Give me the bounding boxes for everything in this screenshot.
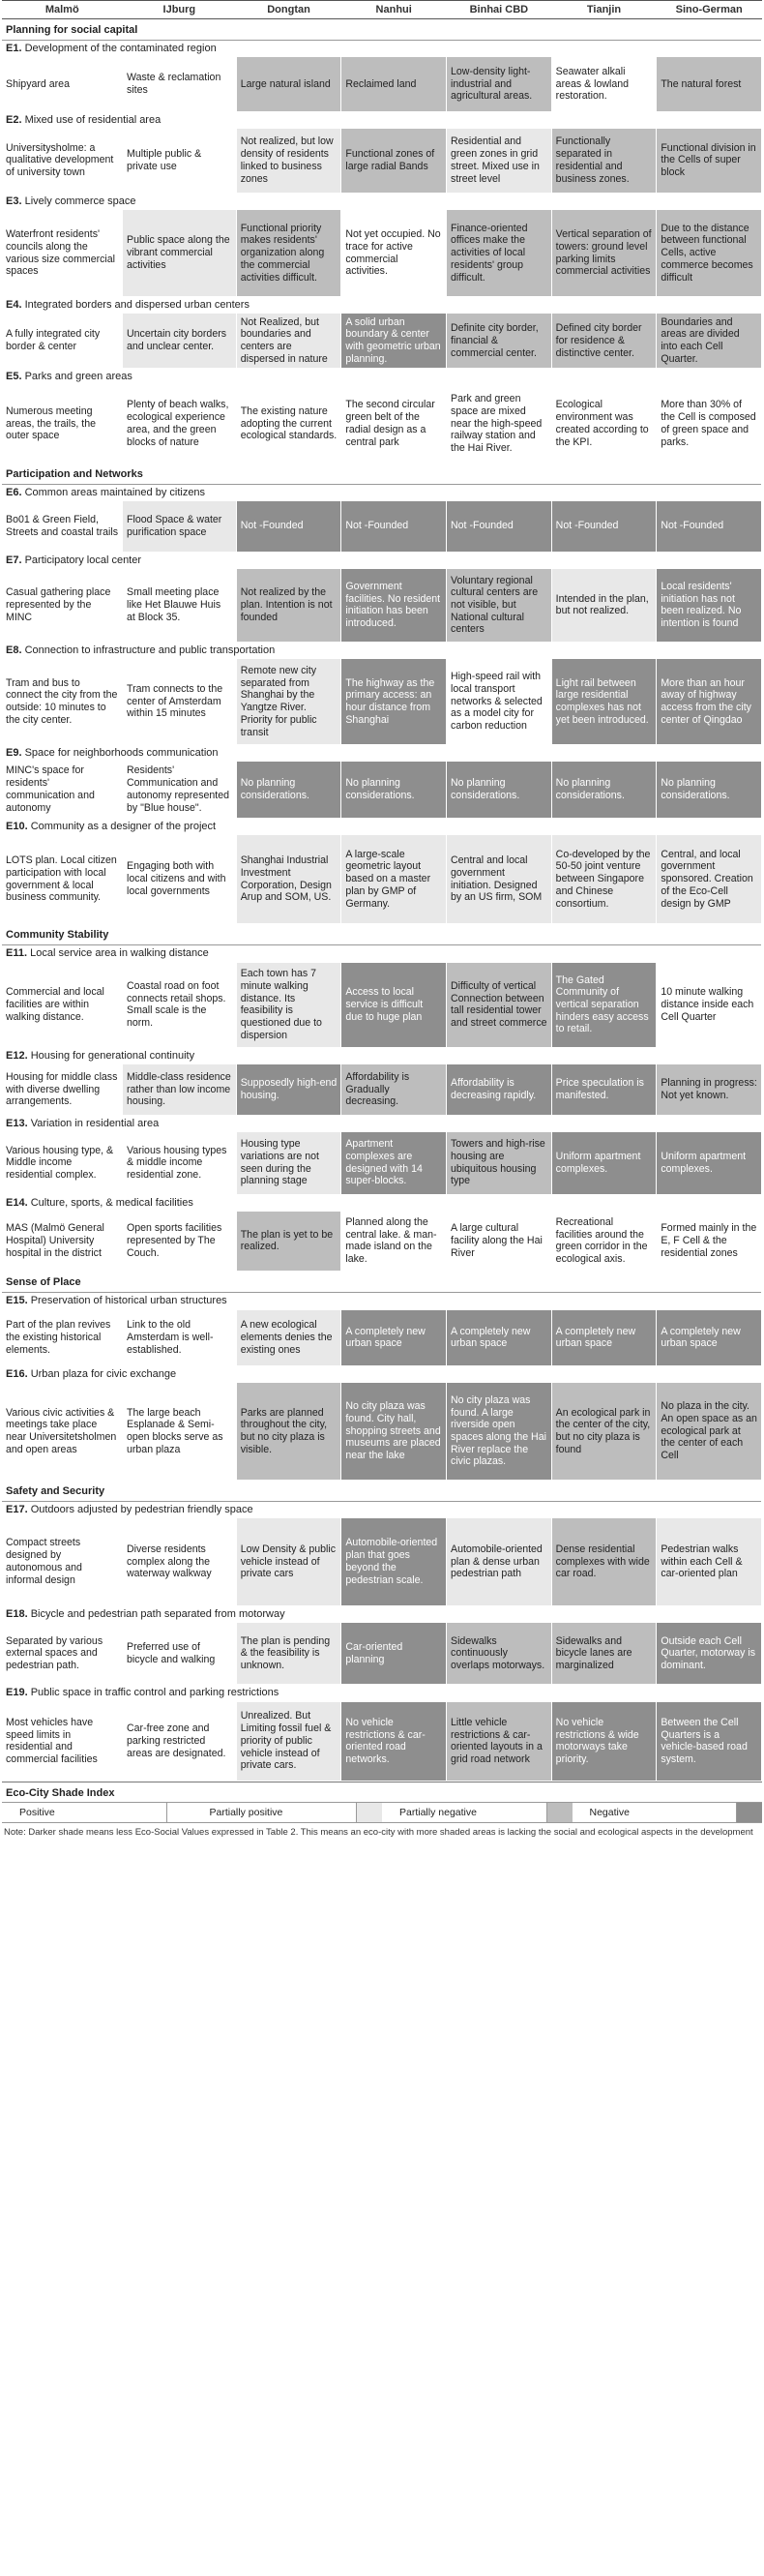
cell-ijburg: Diverse residents complex along the waterway walkway [123,1518,237,1605]
section-header-row [2,1272,762,1293]
criterion-row [2,1194,762,1212]
criterion-code: E5. [6,370,22,382]
table-row [2,1383,762,1480]
cell-sino-german: A completely new urban space [657,1310,762,1366]
column-header-dongtan: Dongtan [236,1,341,19]
cell-sino-german: Planning in progress: Not yet known. [657,1064,762,1115]
cell-binhai-cbd: Automobile-oriented plan & dense urban pedestrian path [447,1518,552,1605]
criterion-code: E19. [6,1687,28,1699]
criterion-code: E6. [6,486,22,498]
cell-dongtan: No planning considerations. [236,762,341,818]
criterion-row [2,643,762,660]
cell-dongtan: Shanghai Industrial Investment Corporation, Design Arup and SOM, US. [236,835,341,924]
table-row [2,210,762,297]
criterion-code: E14. [6,1196,28,1209]
table-body [2,19,762,1782]
cell-ijburg: Uncertain city borders and unclear center. [123,314,237,368]
section-header-row [2,1480,762,1501]
cell-binhai-cbd: Voluntary regional cultural centers are not visible, but National cultural centers [447,569,552,643]
cell-sino-german: Central, and local government sponsored. Creation of the Eco-Cell design by GMP [657,835,762,924]
cell-nanhui: Access to local service is difficult due to huge plan [341,963,447,1048]
cell-binhai-cbd: Finance-oriented offices make the activities of local residents' group difficult. [447,210,552,297]
criterion-label: Development of the contaminated region [24,43,217,55]
cell-dongtan: Functional priority makes residents' organization along the commercial activities difficult. [236,210,341,297]
shade-index-legend [2,1802,762,1823]
criterion-label: Preservation of historical urban structures [30,1295,227,1307]
section-title: Participation and Networks [2,463,762,484]
cell-ijburg: Waste & reclamation sites [123,57,237,111]
table-note: Note: Darker shade means less Eco-Social Values expressed in Table 2. This means an eco-city with more shaded areas is lacking the social and ecological aspects in the development [4,1827,753,1838]
criterion-row [2,1366,762,1384]
cell-malm-: Tram and bus to connect the city from the outside: 10 minutes to the city center. [2,659,123,744]
section-title: Community Stability [2,924,762,945]
cell-nanhui: A large-scale geometric layout based on a master plan by GMP of Germany. [341,835,447,924]
cell-ijburg: Residents' Communication and autonomy represented by "Blue house". [123,762,237,818]
legend-label: Partially positive [209,1807,283,1818]
criterion-title [2,41,762,58]
criterion-label: Bicycle and pedestrian path separated from motorway [30,1607,285,1620]
criterion-title [2,297,762,315]
criterion-label: Housing for generational continuity [30,1050,195,1063]
criterion-title [2,744,762,762]
cell-tianjin: The Gated Community of vertical separation hinders easy access to retail. [551,963,657,1048]
criterion-code: E12. [6,1050,28,1063]
criterion-code: E2. [6,113,22,126]
legend-label: Positive [19,1807,55,1818]
cell-dongtan: The existing nature adopting the current ecological standards. [236,385,341,463]
cell-binhai-cbd: No city plaza was found. A large riverside open spaces along the Hai River replace the civic plazas. [447,1383,552,1480]
cell-tianjin: Price speculation is manifested. [551,1064,657,1115]
legend-label: Partially negative [399,1807,477,1818]
cell-nanhui: Reclaimed land [341,57,447,111]
cell-sino-german: The natural forest [657,57,762,111]
criterion-row [2,744,762,762]
cell-nanhui: The second circular green belt of the radial design as a central park [341,385,447,463]
criterion-row [2,1501,762,1518]
criterion-title [2,552,762,569]
legend-item [2,1803,192,1822]
criterion-title [2,1115,762,1132]
cell-ijburg: Multiple public & private use [123,129,237,193]
criterion-code: E11. [6,947,28,960]
cell-binhai-cbd: Central and local government initiation. Designed by an US firm, SOM [447,835,552,924]
table-row [2,1310,762,1366]
criterion-label: Integrated borders and dispersed urban centers [24,299,250,312]
cell-binhai-cbd: Definite city border, financial & commercial center. [447,314,552,368]
cell-tianjin: No planning considerations. [551,762,657,818]
cell-sino-german: Due to the distance between functional Cells, active commerce becomes difficult [657,210,762,297]
section-header-row [2,463,762,484]
cell-dongtan: Unrealized. But Limiting fossil fuel & priority of public vehicle instead of private cars. [236,1702,341,1782]
criterion-row [2,41,762,58]
cell-tianjin: Uniform apartment complexes. [551,1132,657,1194]
cell-tianjin: No vehicle restrictions & wide motorways take priority. [551,1702,657,1782]
criterion-row [2,484,762,501]
legend-swatch [546,1803,573,1822]
criterion-row [2,111,762,129]
comparison-table-document [2,0,762,1842]
cell-tianjin: Seawater alkali areas & lowland restoration. [551,57,657,111]
cell-binhai-cbd: Little vehicle restrictions & car-oriented layouts in a grid road network [447,1702,552,1782]
criterion-title [2,643,762,660]
cell-nanhui: Not -Founded [341,501,447,552]
table-row [2,1623,762,1685]
criterion-row [2,945,762,963]
cell-malm-: Part of the plan revives the existing historical elements. [2,1310,123,1366]
criterion-code: E7. [6,554,22,566]
column-header-row [2,1,762,19]
cell-dongtan: Not realized by the plan. Intention is not founded [236,569,341,643]
cell-nanhui: Automobile-oriented plan that goes beyond the pedestrian scale. [341,1518,447,1605]
cell-sino-german: Boundaries and areas are divided into each Cell Quarter. [657,314,762,368]
cell-tianjin: Dense residential complexes with wide car road. [551,1518,657,1605]
criterion-title [2,193,762,210]
cell-malm-: Compact streets designed by autonomous and informal design [2,1518,123,1605]
cell-dongtan: Not Realized, but boundaries and centers are dispersed in nature [236,314,341,368]
criterion-title [2,1293,762,1310]
criterion-code: E18. [6,1607,28,1620]
cell-ijburg: Car-free zone and parking restricted areas are designated. [123,1702,237,1782]
cell-sino-german: Uniform apartment complexes. [657,1132,762,1194]
cell-nanhui: Affordability is Gradually decreasing. [341,1064,447,1115]
table-row [2,762,762,818]
cell-binhai-cbd: No planning considerations. [447,762,552,818]
cell-sino-german: Formed mainly in the E, F Cell & the residential zones [657,1212,762,1272]
criterion-label: Participatory local center [24,554,142,566]
cell-nanhui: No city plaza was found. City hall, shopping streets and museums are placed near the lake [341,1383,447,1480]
cell-tianjin: Vertical separation of towers: ground level parking limits commercial activities [551,210,657,297]
criterion-title [2,1366,762,1384]
cell-ijburg: Public space along the vibrant commercial activities [123,210,237,297]
cell-malm-: Most vehicles have speed limits in residential and commercial facilities [2,1702,123,1782]
criterion-label: Public space in traffic control and parking restrictions [30,1687,279,1699]
cell-nanhui: Planned along the central lake. & man-made island on the lake. [341,1212,447,1272]
cell-nanhui: Car-oriented planning [341,1623,447,1685]
legend-item [382,1803,573,1822]
cell-sino-german: No plaza in the city. An open space as an ecological park at the center of each Cell [657,1383,762,1480]
cell-tianjin: Not -Founded [551,501,657,552]
cell-malm-: Shipyard area [2,57,123,111]
cell-nanhui: Apartment complexes are designed with 14 super-blocks. [341,1132,447,1194]
criterion-title [2,1605,762,1623]
cell-sino-german: Local residents' initiation has not been realized. No intention is found [657,569,762,643]
cell-binhai-cbd: A completely new urban space [447,1310,552,1366]
cell-sino-german: More than 30% of the Cell is composed of green space and parks. [657,385,762,463]
cell-sino-german: 10 minute walking distance inside each Cell Quarter [657,963,762,1048]
cell-ijburg: The large beach Esplanade & Semi-open blocks serve as urban plaza [123,1383,237,1480]
cell-dongtan: Not -Founded [236,501,341,552]
cell-malm-: Casual gathering place represented by the MINC [2,569,123,643]
criterion-code: E15. [6,1295,28,1307]
criterion-label: Connection to infrastructure and public transportation [24,644,276,657]
criterion-code: E1. [6,43,22,55]
criterion-row [2,368,762,385]
cell-malm-: Various civic activities & meetings take place near Universitetsholmen and open areas [2,1383,123,1480]
table-row [2,501,762,552]
cell-tianjin: Ecological environment was created according to the KPI. [551,385,657,463]
table-row [2,129,762,193]
cell-malm-: LOTS plan. Local citizen participation with local government & local business community. [2,835,123,924]
cell-dongtan: Remote new city separated from Shanghai by the Yangtze River. Priority for public transit [236,659,341,744]
cell-malm-: Waterfront residents' councils along the various size commercial spaces [2,210,123,297]
section-header-row [2,924,762,945]
cell-binhai-cbd: Sidewalks continuously overlaps motorways. [447,1623,552,1685]
cell-binhai-cbd: Towers and high-rise housing are ubiquitous housing type [447,1132,552,1194]
cell-ijburg: Engaging both with local citizens and with local governments [123,835,237,924]
criterion-code: E4. [6,299,22,312]
criterion-title [2,1194,762,1212]
legend-swatch [736,1803,762,1822]
cell-binhai-cbd: Not -Founded [447,501,552,552]
cell-sino-german: More than an hour away of highway access from the city center of Qingdao [657,659,762,744]
cell-sino-german: Pedestrian walks within each Cell & car-oriented plan [657,1518,762,1605]
cell-malm-: MAS (Malmö General Hospital) University hospital in the district [2,1212,123,1272]
section-title: Sense of Place [2,1272,762,1293]
cell-malm-: Universitysholme: a qualitative development of university town [2,129,123,193]
cell-ijburg: Middle-class residence rather than low income housing. [123,1064,237,1115]
cell-malm-: Various housing type, & Middle income residential complex. [2,1132,123,1194]
cell-malm-: Housing for middle class with diverse dwelling arrangements. [2,1064,123,1115]
criterion-code: E3. [6,195,22,207]
criterion-code: E8. [6,644,22,657]
cell-sino-german: Between the Cell Quarters is a vehicle-based road system. [657,1702,762,1782]
criterion-label: Culture, sports, & medical facilities [30,1196,193,1209]
criterion-code: E9. [6,746,22,759]
cell-sino-german: No planning considerations. [657,762,762,818]
column-header-malm-: Malmö [2,1,123,19]
table-row [2,57,762,111]
cell-ijburg: Link to the old Amsterdam is well-established. [123,1310,237,1366]
cell-binhai-cbd: Residential and green zones in grid street. Mixed use in street level [447,129,552,193]
criterion-row [2,552,762,569]
criterion-title [2,1685,762,1702]
criterion-title [2,1501,762,1518]
criterion-row [2,1293,762,1310]
criterion-row [2,1685,762,1702]
cell-nanhui: The highway as the primary access: an hour distance from Shanghai [341,659,447,744]
cell-binhai-cbd: Difficulty of vertical Connection between tall residential tower and street commerce [447,963,552,1048]
cell-tianjin: Functionally separated in residential and business zones. [551,129,657,193]
column-header-tianjin: Tianjin [551,1,657,19]
criterion-code: E10. [6,820,28,832]
criterion-label: Space for neighborhoods communication [24,746,219,759]
criterion-label: Mixed use of residential area [24,113,162,126]
cell-dongtan: Low Density & public vehicle instead of private cars [236,1518,341,1605]
cell-ijburg: Flood Space & water purification space [123,501,237,552]
cell-dongtan: The plan is yet to be realized. [236,1212,341,1272]
table-row [2,1702,762,1782]
criterion-row [2,297,762,315]
cell-dongtan: The plan is pending & the feasibility is unknown. [236,1623,341,1685]
cell-ijburg: Tram connects to the center of Amsterdam within 15 minutes [123,659,237,744]
cell-malm-: Commercial and local facilities are within walking distance. [2,963,123,1048]
cell-dongtan: Large natural island [236,57,341,111]
column-header-binhai-cbd: Binhai CBD [447,1,552,19]
criterion-code: E16. [6,1368,28,1381]
criterion-title [2,818,762,835]
criterion-title [2,1048,762,1065]
cell-binhai-cbd: High-speed rail with local transport networks & selected as a model city for carbon reduction [447,659,552,744]
cell-binhai-cbd: Affordability is decreasing rapidly. [447,1064,552,1115]
cell-ijburg: Open sports facilities represented by The Couch. [123,1212,237,1272]
cell-malm-: MINC's space for residents' communication and autonomy [2,762,123,818]
criterion-code: E13. [6,1117,28,1129]
cell-dongtan: Housing type variations are not seen during the planning stage [236,1132,341,1194]
cell-sino-german: Not -Founded [657,501,762,552]
cell-tianjin: A completely new urban space [551,1310,657,1366]
cell-ijburg: Various housing types & middle income residential zone. [123,1132,237,1194]
section-title: Planning for social capital [2,19,762,41]
criterion-row [2,1115,762,1132]
cell-nanhui: A completely new urban space [341,1310,447,1366]
cell-nanhui: No vehicle restrictions & car-oriented road networks. [341,1702,447,1782]
cell-binhai-cbd: Low-density light-industrial and agricultural areas. [447,57,552,111]
table-row [2,835,762,924]
cell-tianjin: Light rail between large residential complexes has not yet been introduced. [551,659,657,744]
criterion-label: Outdoors adjusted by pedestrian friendly space [30,1503,253,1515]
criterion-label: Common areas maintained by citizens [24,486,206,498]
cell-sino-german: Functional division in the Cells of super block [657,129,762,193]
criterion-row [2,1048,762,1065]
section-header-row [2,19,762,41]
criterion-code: E17. [6,1503,28,1515]
criterion-title [2,945,762,963]
criterion-label: Community as a designer of the project [30,820,217,832]
criterion-label: Urban plaza for civic exchange [30,1368,177,1381]
criterion-label: Lively commerce space [24,195,136,207]
criterion-row [2,1605,762,1623]
criterion-title [2,484,762,501]
cell-dongtan: Each town has 7 minute walking distance. Its feasibility is questioned due to dispersion [236,963,341,1048]
cell-malm-: Separated by various external spaces and pedestrian path. [2,1623,123,1685]
column-header-sino-german: Sino-German [657,1,762,19]
table-row [2,1518,762,1605]
table-row [2,314,762,368]
cell-dongtan: Not realized, but low density of residents linked to business zones [236,129,341,193]
cell-ijburg: Small meeting place like Het Blauwe Huis at Block 35. [123,569,237,643]
table-row [2,1212,762,1272]
cell-tianjin: Sidewalks and bicycle lanes are marginalized [551,1623,657,1685]
cell-nanhui: Government facilities. No resident initiation has been introduced. [341,569,447,643]
cell-tianjin: Recreational facilities around the green corridor in the ecological axis. [551,1212,657,1272]
cell-tianjin: An ecological park in the center of the city, but no city plaza is found [551,1383,657,1480]
cell-nanhui: Functional zones of large radial Bands [341,129,447,193]
cell-dongtan: A new ecological elements denies the existing ones [236,1310,341,1366]
cell-ijburg: Preferred use of bicycle and walking [123,1623,237,1685]
table-row [2,659,762,744]
legend-item [573,1803,763,1822]
cell-malm-: A fully integrated city border & center [2,314,123,368]
cell-ijburg: Plenty of beach walks, ecological experience area, and the green blocks of nature [123,385,237,463]
legend-swatch [166,1803,192,1822]
table-row [2,569,762,643]
criterion-title [2,368,762,385]
cell-malm-: Bo01 & Green Field, Streets and coastal trails [2,501,123,552]
criterion-row [2,193,762,210]
table-row [2,963,762,1048]
cell-nanhui: A solid urban boundary & center with geometric urban planning. [341,314,447,368]
criterion-title [2,111,762,129]
criterion-row [2,818,762,835]
cell-tianjin: Defined city border for residence & distinctive center. [551,314,657,368]
cell-sino-german: Outside each Cell Quarter, motorway is dominant. [657,1623,762,1685]
cell-binhai-cbd: Park and green space are mixed near the high-speed railway station and the Hai River. [447,385,552,463]
column-header-nanhui: Nanhui [341,1,447,19]
eco-city-comparison-table [2,0,762,1782]
cell-ijburg: Coastal road on foot connects retail shops. Small scale is the norm. [123,963,237,1048]
cell-tianjin: Co-developed by the 50-50 joint venture between Singapore and Chinese consortium. [551,835,657,924]
legend-item [192,1803,383,1822]
legend-title: Eco-City Shade Index [2,1782,762,1802]
cell-tianjin: Intended in the plan, but not realized. [551,569,657,643]
legend-label: Negative [589,1807,630,1818]
table-row [2,1132,762,1194]
column-header-ijburg: IJburg [123,1,237,19]
cell-nanhui: No planning considerations. [341,762,447,818]
table-row [2,1064,762,1115]
cell-binhai-cbd: A large cultural facility along the Hai River [447,1212,552,1272]
legend-swatch [356,1803,382,1822]
table-row [2,385,762,463]
criterion-label: Parks and green areas [24,370,132,382]
cell-malm-: Numerous meeting areas, the trails, the outer space [2,385,123,463]
cell-dongtan: Supposedly high-end housing. [236,1064,341,1115]
cell-nanhui: Not yet occupied. No trace for active commercial activities. [341,210,447,297]
criterion-label: Variation in residential area [30,1117,160,1129]
criterion-label: Local service area in walking distance [30,947,209,960]
section-title: Safety and Security [2,1480,762,1501]
cell-dongtan: Parks are planned throughout the city, but no city plaza is visible. [236,1383,341,1480]
